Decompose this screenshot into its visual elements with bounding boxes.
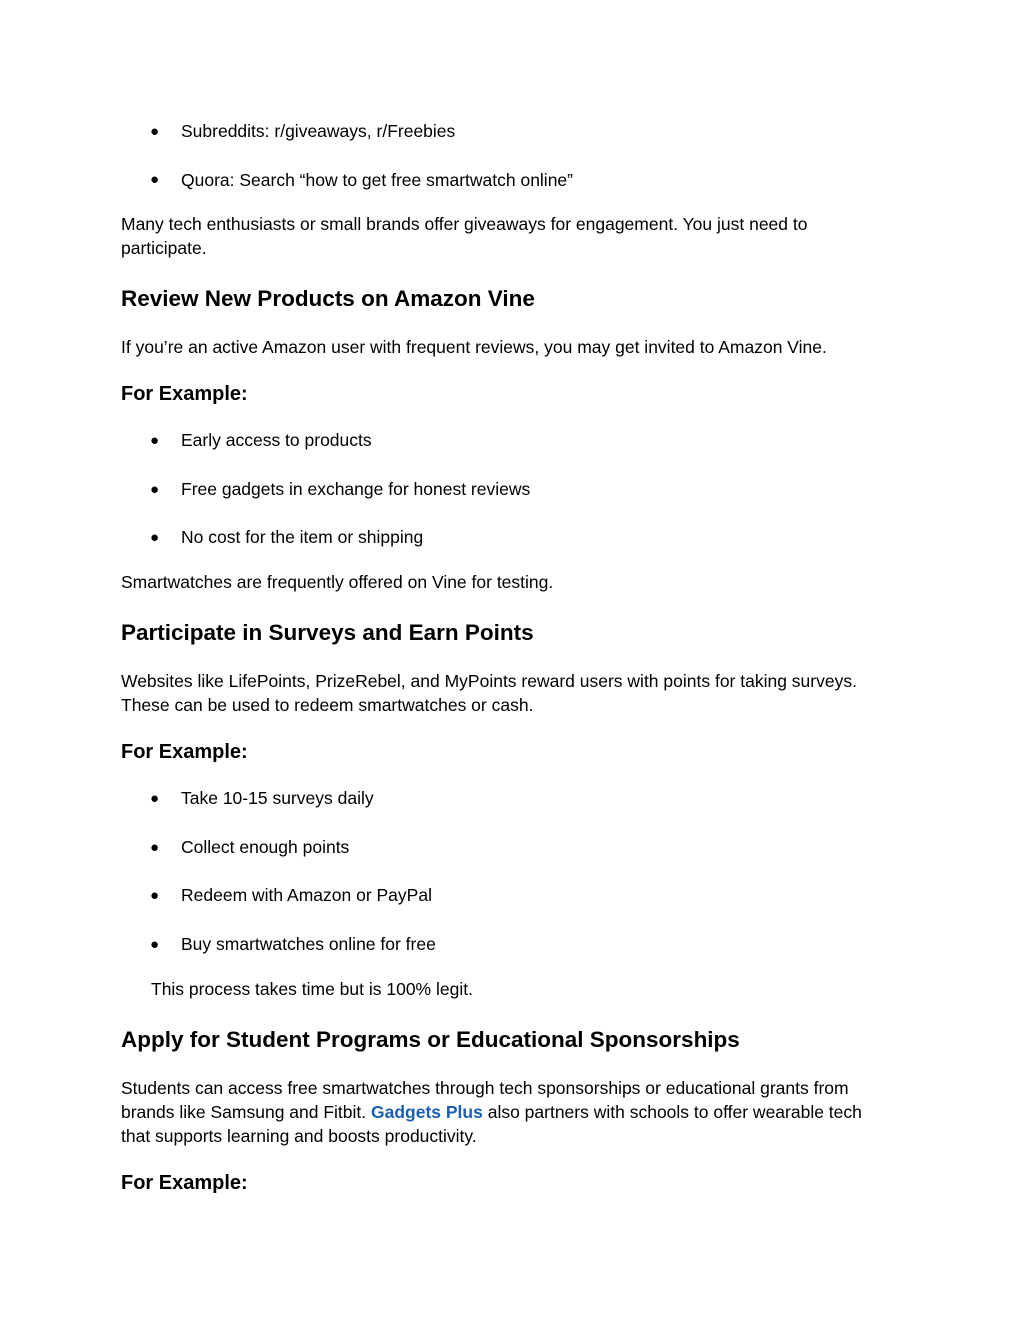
list-item: Subreddits: r/giveaways, r/Freebies <box>181 121 456 141</box>
paragraph-line: participate. <box>121 238 207 258</box>
example-heading: For Example: <box>121 383 248 405</box>
paragraph-line: Websites like LifePoints, PrizeRebel, and MyPoints reward users with points for taking surveys. <box>121 671 857 691</box>
bullet-icon: ● <box>150 123 160 140</box>
list-item: Take 10-15 surveys daily <box>181 788 374 808</box>
paragraph-line: Smartwatches are frequently offered on Vine for testing. <box>121 572 554 592</box>
list-item: Redeem with Amazon or PayPal <box>181 885 432 905</box>
list-item: Buy smartwatches online for free <box>181 934 436 954</box>
bullet-icon: ● <box>150 790 160 807</box>
list-item: Quora: Search “how to get free smartwatch online” <box>181 170 573 190</box>
bullet-icon: ● <box>150 529 160 546</box>
paragraph-line: These can be used to redeem smartwatches or cash. <box>121 695 534 715</box>
paragraph-line: that supports learning and boosts productivity. <box>121 1126 477 1146</box>
gadgets-plus-link[interactable]: Gadgets Plus <box>371 1102 483 1122</box>
paragraph-line <box>121 1100 862 1125</box>
list-item: No cost for the item or shipping <box>181 527 424 547</box>
section-heading-vine: Review New Products on Amazon Vine <box>121 286 535 311</box>
bullet-icon: ● <box>150 887 160 904</box>
section-heading-students: Apply for Student Programs or Educational Sponsorships <box>121 1027 740 1052</box>
paragraph-line: This process takes time but is 100% legit. <box>151 979 473 999</box>
list-item: Early access to products <box>181 430 372 450</box>
example-heading: For Example: <box>121 1172 248 1194</box>
section-heading-surveys: Participate in Surveys and Earn Points <box>121 620 534 645</box>
bullet-icon: ● <box>150 432 160 449</box>
example-heading: For Example: <box>121 741 248 763</box>
bullet-icon: ● <box>150 936 160 953</box>
list-item: Free gadgets in exchange for honest reviews <box>181 479 531 499</box>
paragraph-line: If you’re an active Amazon user with frequent reviews, you may get invited to Amazon Vine. <box>121 337 827 357</box>
text-run: brands like Samsung and Fitbit. <box>121 1102 371 1122</box>
bullet-icon: ● <box>150 839 160 856</box>
bullet-icon: ● <box>150 171 160 188</box>
text-run: also partners with schools to offer wearable tech <box>482 1102 862 1122</box>
paragraph-line: Many tech enthusiasts or small brands offer giveaways for engagement. You just need to <box>121 214 808 234</box>
list-item: Collect enough points <box>181 837 350 857</box>
paragraph-line: Students can access free smartwatches through tech sponsorships or educational grants from <box>121 1078 849 1098</box>
bullet-icon: ● <box>150 481 160 498</box>
